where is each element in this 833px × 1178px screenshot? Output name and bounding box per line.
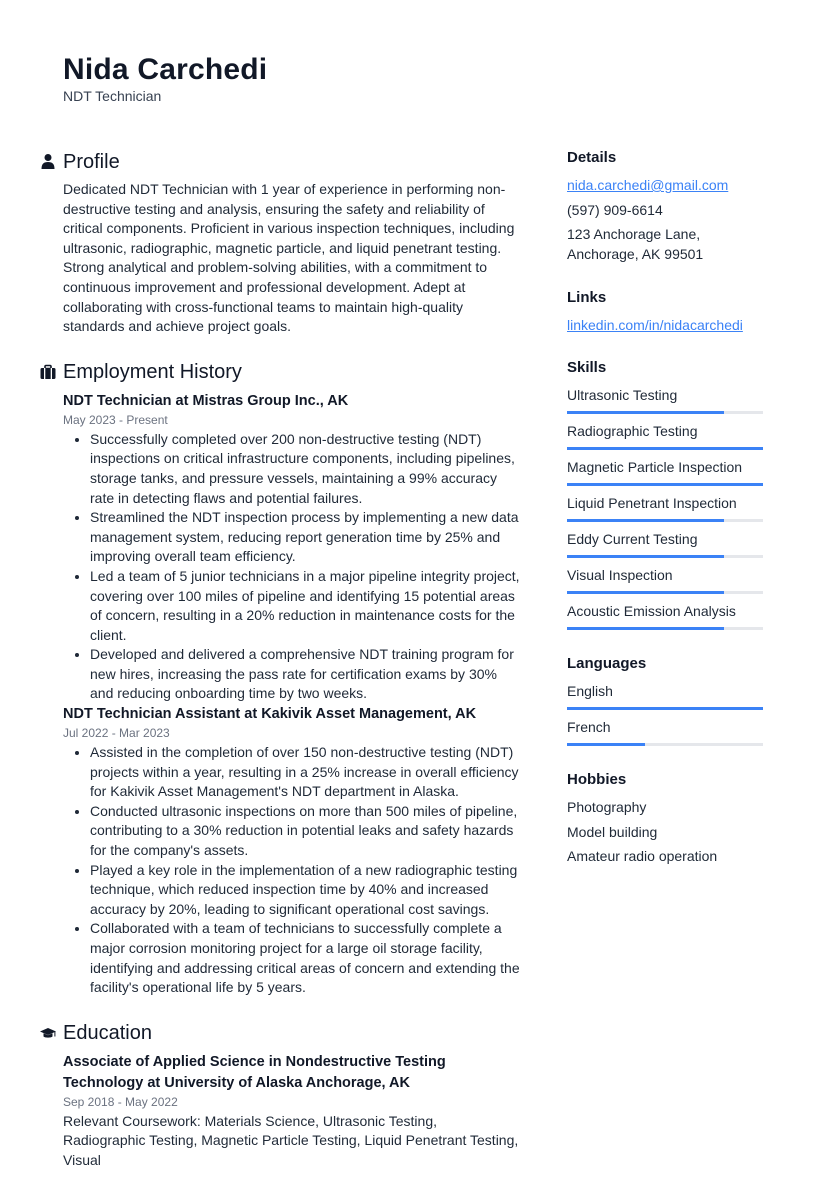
details-title: Details xyxy=(567,149,617,166)
language-level-track xyxy=(567,707,763,710)
skills-section xyxy=(567,358,767,630)
skill-item xyxy=(567,530,767,558)
skill-item xyxy=(567,602,767,630)
job-bullet: • Successfully completed over 200 non-destructive testing (NDT) inspections on critical infrastructure components, including pipelines, storage tanks, and pressure vessels, maintaining a 99% accuracy rate in detecting flaws and potential failures. xyxy=(90,430,520,508)
skill-level-track xyxy=(567,411,763,414)
language-item xyxy=(567,718,767,746)
address: 123 Anchorage Lane, Anchorage, AK 99501 xyxy=(567,226,704,262)
phone-number: (597) 909-6614 xyxy=(567,201,663,218)
skill-level-track xyxy=(567,627,763,630)
education-degree: Associate of Applied Science in Nondestructive Testing Technology at University of Alaska Anchorage, AK xyxy=(63,1053,446,1091)
graduation-cap-icon xyxy=(40,1025,56,1041)
education-coursework: Relevant Coursework: Materials Science, Ultrasonic Testing, Radiographic Testing, Magnetic Particle Testing, Liquid Penetrant Testing, Visual xyxy=(63,1112,519,1168)
job-dates: May 2023 - Present xyxy=(63,412,168,427)
job-bullets xyxy=(40,430,520,704)
skills-title: Skills xyxy=(567,358,607,376)
job-bullet: • Led a team of 5 junior technicians in a major pipeline integrity project, covering over 100 miles of pipeline and identifying 15 potential areas of concern, resulting in a 20% reduction in maintenance costs for the client. xyxy=(90,567,520,645)
skill-label: Visual Inspection xyxy=(567,566,673,583)
links-title: Links xyxy=(567,289,607,307)
languages-title: Languages xyxy=(567,654,647,672)
language-label: French xyxy=(567,718,611,735)
language-level-fill xyxy=(567,707,763,710)
employment-section xyxy=(40,359,520,998)
skill-level-track xyxy=(567,447,763,450)
language-item xyxy=(567,682,767,710)
profile-summary: Dedicated NDT Technician with 1 year of experience in performing non-destructive testing and analysis, ensuring the safety and reliability of critical components. Proficient in various inspection techniques, including ultrasonic, radiographic, magnetic particle, and liquid penetrant testing. Strong analytical and problem-solving abilities, with a commitment to continuous improvement and professional development. Adept at collaborating with cross-functional teams to maintain high-quality standards and achieve project goals. xyxy=(63,181,515,335)
skill-level-fill xyxy=(567,591,724,594)
profile-title: Profile xyxy=(63,150,120,173)
skill-level-track xyxy=(567,555,763,558)
skill-level-fill xyxy=(567,483,763,486)
skill-level-fill xyxy=(567,519,724,522)
skill-level-fill xyxy=(567,555,724,558)
education-heading xyxy=(40,1020,520,1048)
candidate-title: NDT Technician xyxy=(63,88,162,104)
skill-label: Eddy Current Testing xyxy=(567,530,698,547)
skill-level-track xyxy=(567,591,763,594)
job-bullet: • Streamlined the NDT inspection process by implementing a new data management system, reducing report generation time by 25% and improving overall team efficiency. xyxy=(90,508,520,567)
skill-item xyxy=(567,458,767,486)
skill-level-track xyxy=(567,519,763,522)
job-bullets xyxy=(40,743,520,998)
languages-section xyxy=(567,654,767,746)
hobby-item: Photography xyxy=(567,798,647,815)
job-title: NDT Technician Assistant at Kakivik Asset Management, AK xyxy=(63,706,477,723)
skill-label: Acoustic Emission Analysis xyxy=(567,602,736,619)
hobby-item: Model building xyxy=(567,823,658,840)
skill-label: Radiographic Testing xyxy=(567,422,698,439)
hobbies-title: Hobbies xyxy=(567,770,627,788)
profile-section xyxy=(40,148,520,337)
job-title: NDT Technician at Mistras Group Inc., AK xyxy=(63,392,349,409)
job-entry xyxy=(40,704,520,998)
job-bullet: • Collaborated with a team of technicians to successfully complete a major corrosion monitoring project for a large oil storage facility, identifying and addressing critical areas of concern and extending the facility's operational life by 5 years. xyxy=(90,919,520,997)
job-bullet: • Conducted ultrasonic inspections on more than 500 miles of pipeline, contributing to a 30% reduction in potential leaks and safety hazards for the company's assets. xyxy=(90,802,520,861)
main-column xyxy=(40,148,520,1171)
resume-header xyxy=(63,52,267,104)
candidate-name: Nida Carchedi xyxy=(63,53,268,86)
skill-level-track xyxy=(567,483,763,486)
links-section xyxy=(567,288,767,336)
language-level-track xyxy=(567,743,763,746)
skill-item xyxy=(567,566,767,594)
skill-label: Magnetic Particle Inspection xyxy=(567,458,743,475)
employment-heading xyxy=(40,359,520,387)
details-section xyxy=(567,148,767,264)
side-column xyxy=(567,148,767,867)
language-level-fill xyxy=(567,743,645,746)
profile-heading xyxy=(40,148,520,176)
email-link[interactable]: nida.carchedi@gmail.com xyxy=(567,177,729,193)
education-dates: Sep 2018 - May 2022 xyxy=(63,1094,178,1109)
briefcase-icon xyxy=(40,364,56,380)
job-entry xyxy=(40,391,520,704)
job-dates: Jul 2022 - Mar 2023 xyxy=(63,726,170,741)
skill-item xyxy=(567,422,767,450)
job-bullet: • Played a key role in the implementation of a new radiographic testing technique, which reduced inspection time by 40% and increased accuracy by 20%, leading to significant operational cost savings. xyxy=(90,861,520,920)
skill-item xyxy=(567,494,767,522)
skill-label: Liquid Penetrant Inspection xyxy=(567,494,737,511)
language-label: English xyxy=(567,682,613,699)
job-bullet: • Assisted in the completion of over 150 non-destructive testing (NDT) projects within a year, resulting in a 25% increase in overall efficiency for Kakivik Asset Management's NDT department in Alaska. xyxy=(90,743,520,802)
skill-level-fill xyxy=(567,627,724,630)
education-title: Education xyxy=(63,1022,152,1045)
skill-level-fill xyxy=(567,447,763,450)
skill-item xyxy=(567,386,767,414)
job-bullet: • Developed and delivered a comprehensive NDT training program for new hires, increasing the pass rate for certification exams by 30% and reducing onboarding time by two weeks. xyxy=(90,645,520,704)
skill-label: Ultrasonic Testing xyxy=(567,386,678,403)
skill-level-fill xyxy=(567,411,724,414)
education-section xyxy=(40,1020,520,1171)
hobbies-section xyxy=(567,770,767,867)
person-icon xyxy=(40,153,56,169)
employment-title: Employment History xyxy=(63,361,242,384)
linkedin-link[interactable]: linkedin.com/in/nidacarchedi xyxy=(567,317,743,334)
hobby-item: Amateur radio operation xyxy=(567,848,718,865)
